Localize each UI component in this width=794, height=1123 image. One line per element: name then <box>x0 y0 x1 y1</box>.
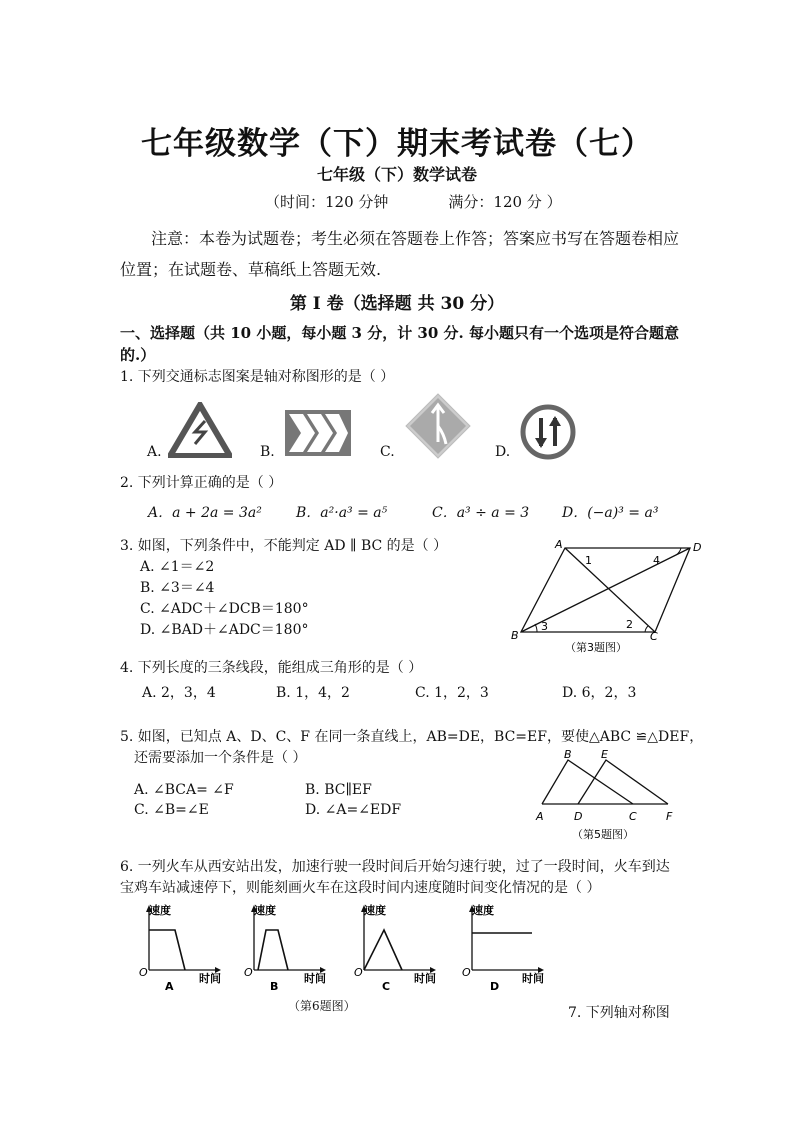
q6-d-xlabel: 时间 <box>522 972 544 985</box>
q2-option-b[interactable]: B．a²·a³ = a⁵ <box>296 505 388 521</box>
q5-figure-caption: （第5题图） <box>572 828 634 841</box>
page-title: 七年级数学（下）期末考试卷（七） <box>141 126 653 162</box>
q3-parallelogram-figure <box>505 536 715 656</box>
q3-angle-3: 3 <box>541 620 548 633</box>
q6-figure-caption: （第6题图） <box>288 999 356 1013</box>
question-5-stem-line1: 5. 如图，已知点 A、D、C、F 在同一条直线上，AB=DE，BC=EF，要使△ABC ≌△DEF， <box>120 729 704 745</box>
question-1-stem: 1. 下列交通标志图案是轴对称图形的是（ ） <box>120 369 395 385</box>
q5-label-c: C <box>629 810 637 823</box>
q3-option-b[interactable]: B. ∠3＝∠4 <box>140 580 215 596</box>
q2-option-d[interactable]: D．(−a)³ = a³ <box>562 505 659 521</box>
q3-figure-caption: （第3题图） <box>565 641 627 654</box>
q5-label-a: A <box>536 810 544 823</box>
q6-graph-b <box>240 900 340 995</box>
section-instructions: 一、选择题（共 10 小题，每小题 3 分，计 30 分. 每小题只有一个选项是符合题意的.） <box>120 324 679 364</box>
q5-option-d[interactable]: D. ∠A=∠EDF <box>305 802 402 818</box>
question-2-stem: 2. 下列计算正确的是（ ） <box>120 475 283 491</box>
q3-option-d[interactable]: D. ∠BAD＋∠ADC＝180° <box>140 622 309 638</box>
q6-a-ylabel: 速度 <box>149 904 171 917</box>
q3-angle-4: 4 <box>653 554 660 567</box>
exam-time-info <box>265 191 622 212</box>
sign-two-way-arrows-icon <box>520 404 576 460</box>
q6-b-origin: O <box>244 966 253 979</box>
question-6-stem-line1: 6. 一列火车从西安站出发，加速行驶一段时间后开始匀速行驶，过了一段时间，火车到达 <box>120 859 670 875</box>
q5-triangles-figure <box>528 746 684 844</box>
q3-label-b: B <box>511 629 519 642</box>
q3-option-a[interactable]: A. ∠1＝∠2 <box>140 559 215 575</box>
notice-text: 注意：本卷为试题卷；考生必须在答题卷上作答；答案应书写在答题卷相应位置；在试题卷、草稿纸上答题无效. <box>120 229 680 279</box>
time-limit: （时间：120 分钟 <box>265 193 389 211</box>
q3-label-d: D <box>693 541 702 554</box>
q6-b-ylabel: 速度 <box>254 904 276 917</box>
question-5-stem-line2: 还需要添加一个条件是（ ） <box>134 750 307 766</box>
q5-option-a[interactable]: A. ∠BCA= ∠F <box>134 782 234 798</box>
q6-c-letter: C <box>382 980 391 993</box>
q6-d-letter: D <box>490 980 500 993</box>
q5-option-c[interactable]: C. ∠B=∠E <box>134 802 209 818</box>
q5-label-e: E <box>601 748 608 761</box>
q5-label-f: F <box>666 810 673 823</box>
q5-label-d: D <box>574 810 583 823</box>
q4-option-a[interactable]: A. 2，3，4 <box>142 685 216 701</box>
q6-d-ylabel: 速度 <box>472 904 494 917</box>
q6-a-letter: A <box>165 980 174 993</box>
q6-graph-c <box>350 900 450 995</box>
sign-chevrons-icon <box>285 410 351 456</box>
question-6-stem-line2: 宝鸡车站减速停下，则能刻画火车在这段时间内速度随时间变化情况的是（ ） <box>120 880 601 896</box>
q6-a-origin: O <box>139 966 148 979</box>
q6-c-ylabel: 速度 <box>364 904 386 917</box>
q4-option-c[interactable]: C. 1，2，3 <box>415 685 489 701</box>
q4-option-b[interactable]: B. 1，4，2 <box>276 685 350 701</box>
q3-label-a: A <box>555 538 563 551</box>
page-subtitle: 七年级（下）数学试卷 <box>316 165 477 184</box>
question-7-stem: 7. 下列轴对称图 <box>568 1005 670 1021</box>
q6-b-xlabel: 时间 <box>304 972 326 985</box>
q1-option-a-label: A. <box>147 444 162 460</box>
q6-graph-d <box>458 900 558 995</box>
q2-option-c[interactable]: C．a³ ÷ a = 3 <box>432 505 530 521</box>
q6-b-letter: B <box>270 980 279 993</box>
q1-option-d-label: D. <box>495 444 511 460</box>
q6-d-origin: O <box>462 966 471 979</box>
q3-option-c[interactable]: C. ∠ADC＋∠DCB＝180° <box>140 601 309 617</box>
q1-option-b-label: B. <box>260 444 275 460</box>
q2-option-a[interactable]: A．a + 2a = 3a² <box>148 505 262 521</box>
q6-c-origin: O <box>354 966 363 979</box>
question-3-stem: 3. 如图，下列条件中，不能判定 AD ∥ BC 的是（ ） <box>120 538 448 554</box>
q5-label-b: B <box>564 748 572 761</box>
q3-label-c: C <box>650 630 658 643</box>
q3-angle-2: 2 <box>626 618 633 631</box>
q6-graph-a <box>135 900 235 995</box>
sign-triangle-zigzag-icon <box>168 402 232 458</box>
q6-c-xlabel: 时间 <box>414 972 436 985</box>
q6-a-xlabel: 时间 <box>199 972 221 985</box>
q3-angle-1: 1 <box>585 554 592 567</box>
q4-option-d[interactable]: D. 6，2，3 <box>562 685 637 701</box>
full-score: 满分：120 分 ） <box>448 193 562 211</box>
q1-option-c-label: C. <box>380 444 395 460</box>
section-title: 第 Ⅰ 卷（选择题 共 30 分） <box>289 294 505 314</box>
q5-option-b[interactable]: B. BC∥EF <box>305 782 372 798</box>
question-4-stem: 4. 下列长度的三条线段，能组成三角形的是（ ） <box>120 660 423 676</box>
sign-diamond-merge-icon <box>404 392 472 460</box>
